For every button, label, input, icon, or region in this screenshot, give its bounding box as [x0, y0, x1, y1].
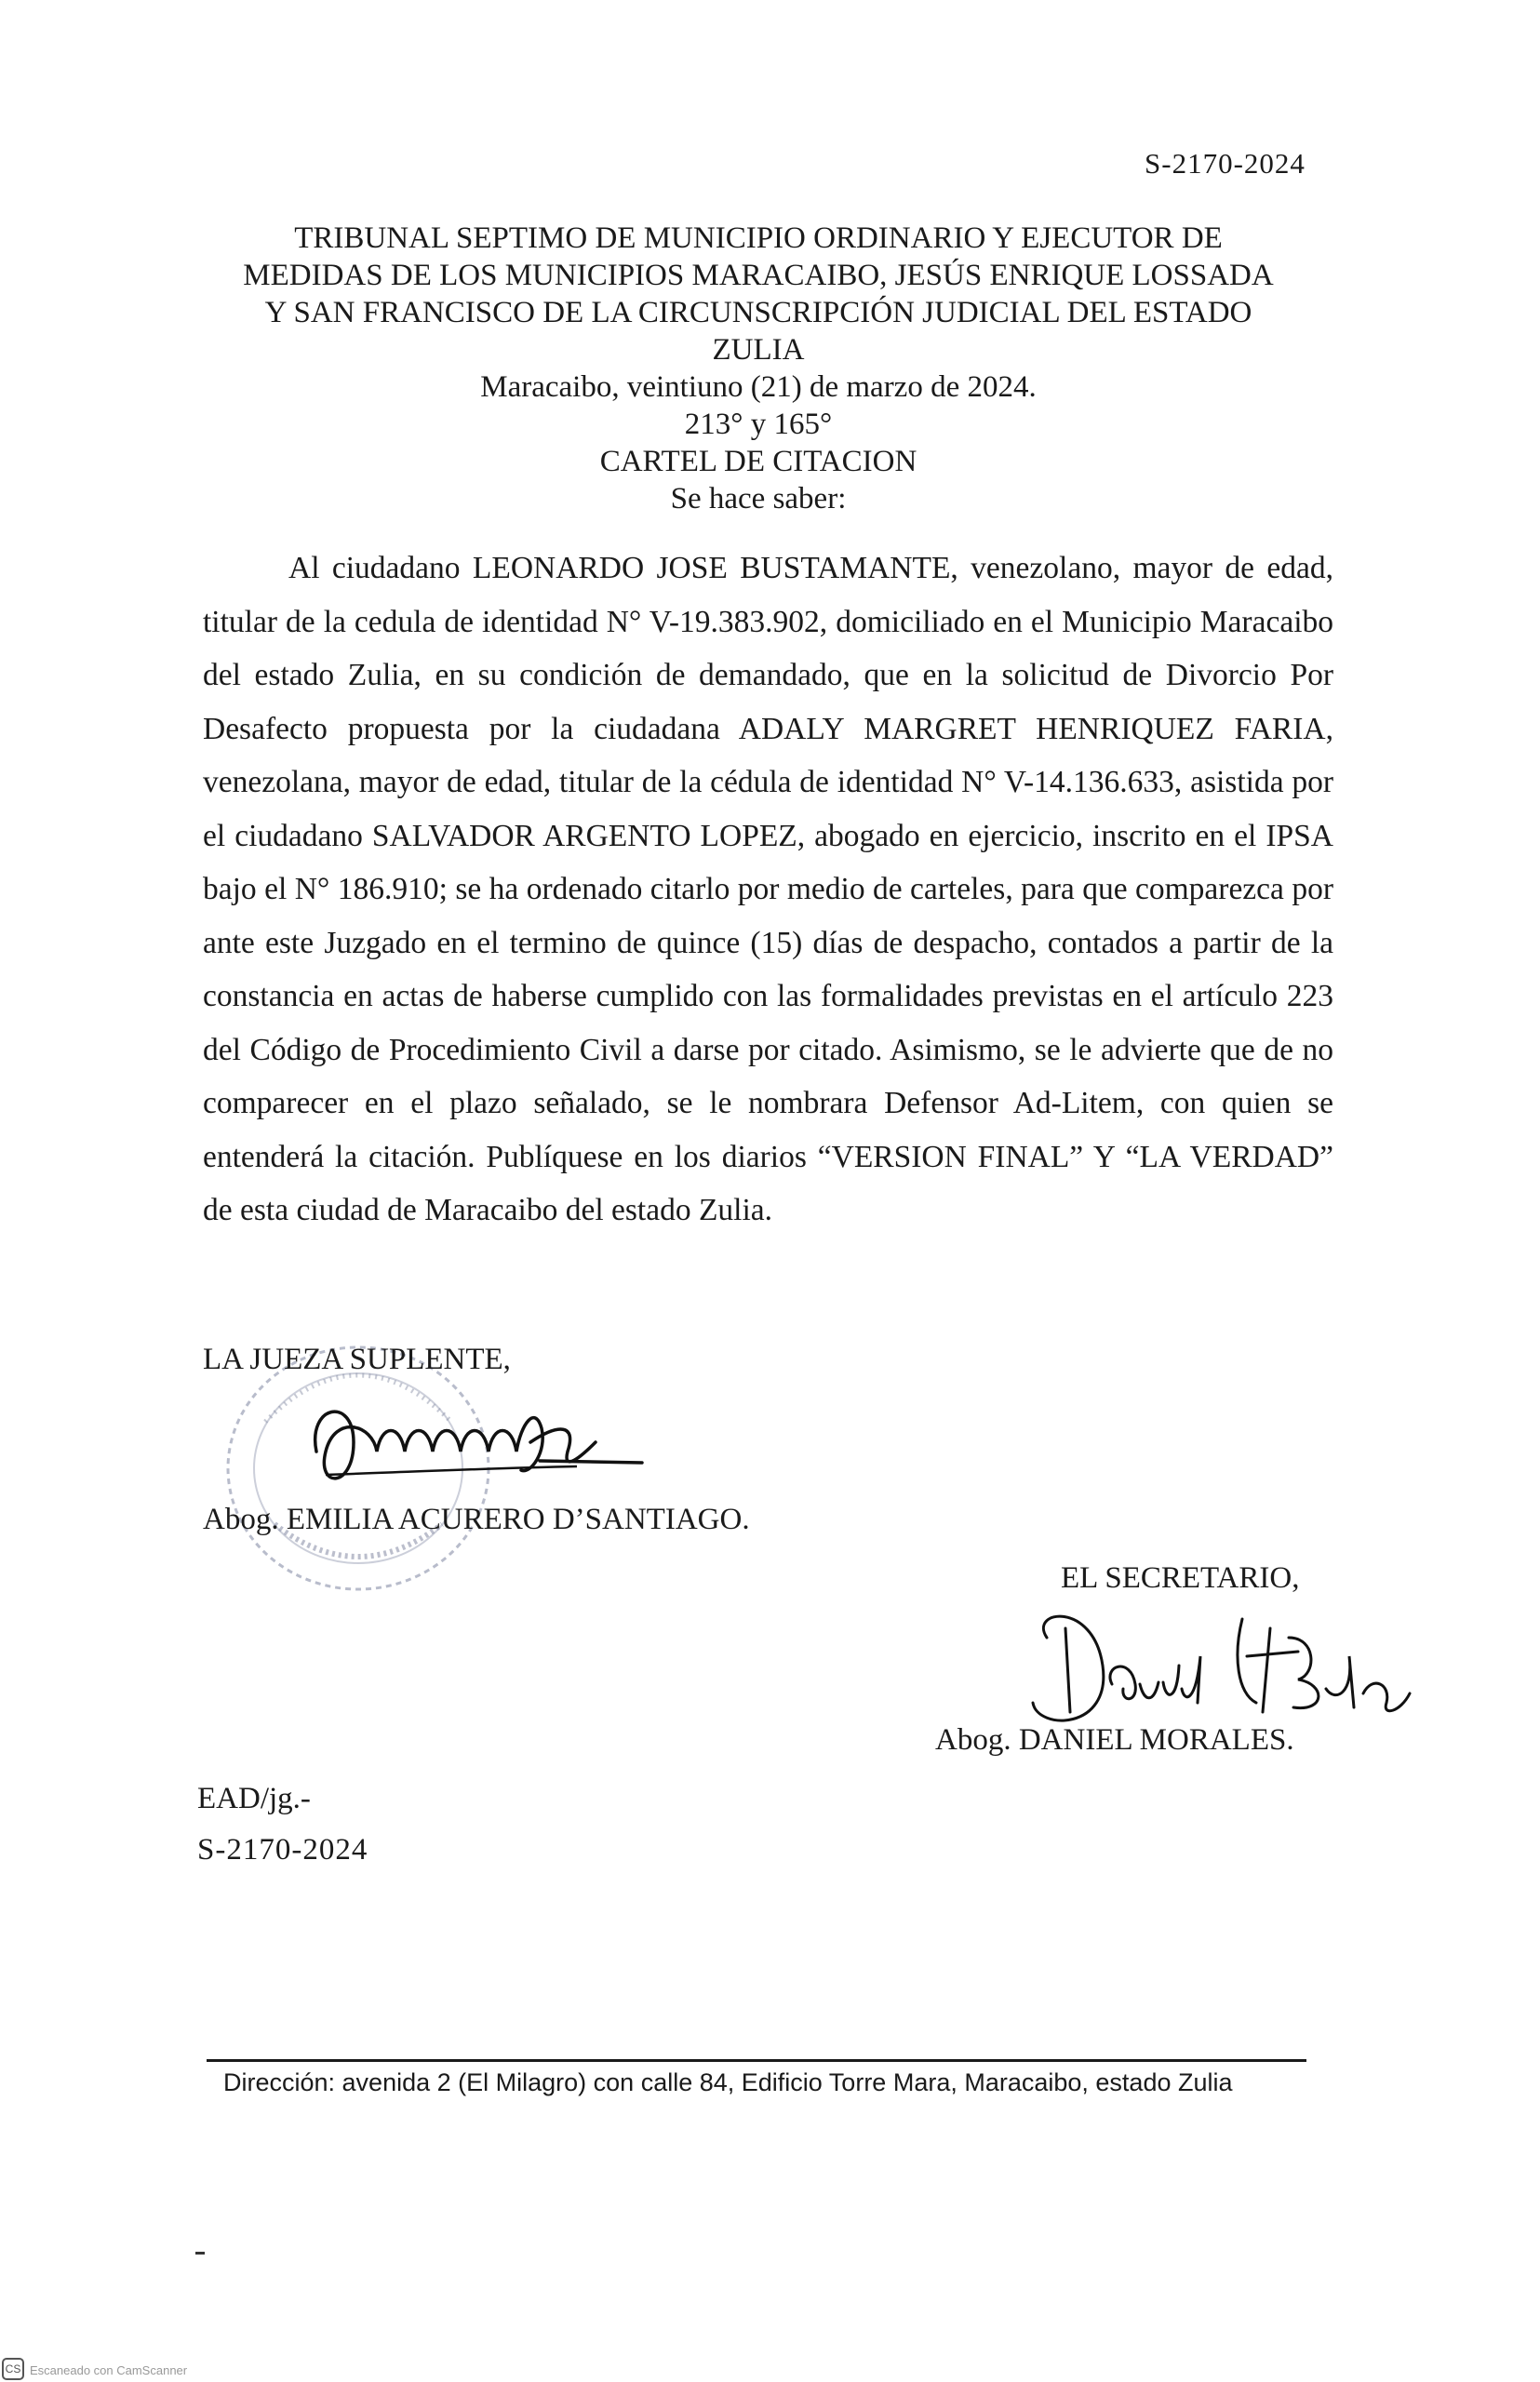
header-line-2: MEDIDAS DE LOS MUNICIPIOS MARACAIBO, JESÚS ENRIQUE LOSSADA	[243, 259, 1274, 292]
header-line-4: ZULIA	[712, 333, 805, 367]
case-reference-top: S-2170-2024	[1145, 147, 1306, 180]
document-title: CARTEL DE CITACION	[599, 445, 917, 478]
camscanner-logo-icon: CS	[2, 2358, 24, 2380]
secretary-title: EL SECRETARIO,	[1061, 1561, 1300, 1595]
citation-body-text: Al ciudadano LEONARDO JOSE BUSTAMANTE, venezolano, mayor de edad, titular de la cedula de identidad N° V-19.383.902, domiciliado en el Municipio Maracaibo del estado Zulia, en su condición de demandado, que en la solicitud de Divorcio Por Desafecto propuesta por la ciudadana ADALY MARGRET HENRIQUEZ FARIA, venezolana, mayor de edad, titular de la cédula de identidad N° V-14.136.633, asistida por el ciudadano SALVADOR ARGENTO LOPEZ, abogado en ejercicio, inscrito en el IPSA bajo el N° 186.910; se ha ordenado citarlo por medio de carteles, para que comparezca por ante este Juzgado en el termino de quince (15) días de despacho, contados a partir de la constancia en actas de haberse cumplido con las formalidades previstas en el artículo 223 del Código de Procedimiento Civil a darse por citado. Asimismo, se le advierte que de no comparecer en el plazo señalado, se le nombrara Defensor Ad-Litem, con quien se entenderá la citación. Publíquese en los diarios “VERSION FINAL” Y “LA VERDAD” de esta ciudad de Maracaibo del estado Zulia.	[203, 551, 1333, 1227]
header-line-1: TRIBUNAL SEPTIMO DE MUNICIPIO ORDINARIO Y EJECUTOR DE	[294, 221, 1223, 255]
judge-signature	[298, 1386, 651, 1507]
footer-address: Dirección: avenida 2 (El Milagro) con calle 84, Edificio Torre Mara, Maracaibo, estado Zulia	[223, 2068, 1233, 2096]
document-subtitle: Se hace saber:	[670, 482, 847, 515]
stray-mark	[195, 2252, 205, 2255]
footer-divider	[207, 2059, 1306, 2062]
judge-title: LA JUEZA SUPLENTE,	[203, 1343, 511, 1376]
initials: EAD/jg.-	[197, 1782, 311, 1815]
secretary-signature	[1019, 1600, 1456, 1740]
header-line-3: Y SAN FRANCISCO DE LA CIRCUNSCRIPCIÓN JUDICIAL DEL ESTADO	[264, 296, 1252, 329]
date-line: Maracaibo, veintiuno (21) de marzo de 2024.	[480, 370, 1037, 404]
scanner-watermark: Escaneado con CamScanner	[30, 2363, 188, 2377]
judge-name: Abog. EMILIA ACURERO D’SANTIAGO.	[203, 1503, 750, 1536]
years-line: 213° y 165°	[684, 408, 833, 441]
secretary-name: Abog. DANIEL MORALES.	[935, 1723, 1294, 1757]
court-header	[186, 220, 1331, 517]
case-reference-bottom: S-2170-2024	[197, 1833, 368, 1867]
citation-body	[203, 542, 1333, 1238]
